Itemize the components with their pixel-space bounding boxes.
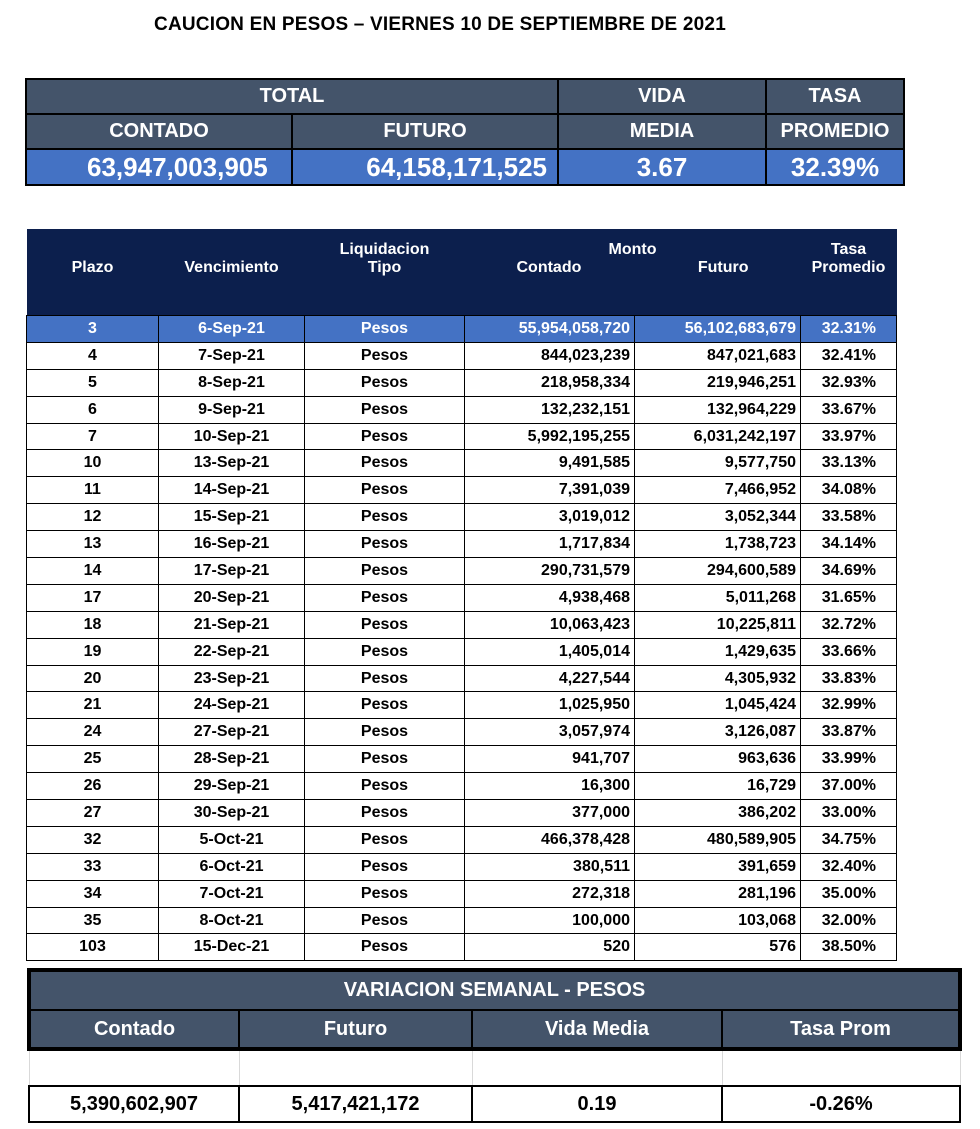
tasa-cell: 33.66% [801,638,897,665]
header-liquidacion: Liquidacion [305,229,465,259]
tipo-cell: Pesos [305,638,465,665]
plazo-cell: 19 [27,638,159,665]
vencimiento-cell: 6-Oct-21 [159,853,305,880]
plazo-cell: 6 [27,396,159,423]
contado-cell: 16,300 [465,773,635,800]
futuro-cell: 294,600,589 [635,558,801,585]
plazo-cell: 17 [27,584,159,611]
futuro-cell: 1,429,635 [635,638,801,665]
detail-table [26,229,897,961]
header-vencimiento: Vencimiento [159,259,305,287]
tasa-cell: 33.83% [801,665,897,692]
futuro-cell: 386,202 [635,800,801,827]
tasa-cell: 32.93% [801,369,897,396]
plazo-cell: 35 [27,907,159,934]
vencimiento-cell: 16-Sep-21 [159,531,305,558]
contado-cell: 9,491,585 [465,450,635,477]
header-tasa: Tasa [801,229,897,259]
vencimiento-cell: 9-Sep-21 [159,396,305,423]
plazo-cell: 25 [27,746,159,773]
table-row [27,369,897,396]
table-row [27,396,897,423]
tipo-cell: Pesos [305,342,465,369]
table-row [27,342,897,369]
plazo-cell: 26 [27,773,159,800]
tasa-cell: 33.58% [801,504,897,531]
tasa-cell: 34.14% [801,531,897,558]
tasa-cell: 33.13% [801,450,897,477]
table-row [27,692,897,719]
summary-futuro-value: 64,158,171,525 [292,149,558,185]
vencimiento-cell: 8-Sep-21 [159,369,305,396]
futuro-cell: 963,636 [635,746,801,773]
contado-cell: 3,057,974 [465,719,635,746]
header-monto: Monto [465,229,801,259]
futuro-cell: 576 [635,934,801,961]
plazo-cell: 13 [27,531,159,558]
futuro-cell: 6,031,242,197 [635,423,801,450]
vencimiento-cell: 10-Sep-21 [159,423,305,450]
summary-vida-header-1: VIDA [558,79,766,114]
futuro-cell: 3,052,344 [635,504,801,531]
plazo-cell: 18 [27,611,159,638]
plazo-cell: 12 [27,504,159,531]
plazo-cell: 7 [27,423,159,450]
futuro-cell: 132,964,229 [635,396,801,423]
summary-tasa-value: 32.39% [766,149,904,185]
tipo-cell: Pesos [305,558,465,585]
contado-cell: 4,938,468 [465,584,635,611]
vencimiento-cell: 7-Oct-21 [159,880,305,907]
vencimiento-cell: 28-Sep-21 [159,746,305,773]
tipo-cell: Pesos [305,423,465,450]
vencimiento-cell: 27-Sep-21 [159,719,305,746]
vencimiento-cell: 30-Sep-21 [159,800,305,827]
table-row [27,719,897,746]
tasa-cell: 37.00% [801,773,897,800]
header-plazo: Plazo [27,259,159,287]
contado-cell: 7,391,039 [465,477,635,504]
plazo-cell: 3 [27,316,159,343]
tipo-cell: Pesos [305,907,465,934]
tasa-cell: 38.50% [801,934,897,961]
tipo-cell: Pesos [305,450,465,477]
futuro-cell: 16,729 [635,773,801,800]
contado-cell: 3,019,012 [465,504,635,531]
vencimiento-cell: 6-Sep-21 [159,316,305,343]
header-tipo: Tipo [305,259,465,287]
plazo-cell: 20 [27,665,159,692]
table-row [27,450,897,477]
tipo-cell: Pesos [305,880,465,907]
weekly-header-vida-media: Vida Media [472,1010,722,1049]
table-row [27,907,897,934]
tipo-cell: Pesos [305,773,465,800]
tipo-cell: Pesos [305,477,465,504]
tasa-cell: 33.67% [801,396,897,423]
tipo-cell: Pesos [305,719,465,746]
table-row [27,584,897,611]
table-row [27,638,897,665]
weekly-value-contado: 5,390,602,907 [29,1086,239,1122]
contado-cell: 132,232,151 [465,396,635,423]
table-row [27,773,897,800]
tasa-cell: 33.99% [801,746,897,773]
summary-futuro-header: FUTURO [292,114,558,149]
contado-cell: 218,958,334 [465,369,635,396]
table-row [27,746,897,773]
tipo-cell: Pesos [305,665,465,692]
table-row [27,934,897,961]
tipo-cell: Pesos [305,531,465,558]
futuro-cell: 219,946,251 [635,369,801,396]
contado-cell: 100,000 [465,907,635,934]
contado-cell: 290,731,579 [465,558,635,585]
tasa-cell: 31.65% [801,584,897,611]
tasa-cell: 33.87% [801,719,897,746]
table-row [27,800,897,827]
table-row [27,665,897,692]
futuro-cell: 1,738,723 [635,531,801,558]
tasa-cell: 32.99% [801,692,897,719]
table-row [27,853,897,880]
summary-contado-header: CONTADO [26,114,292,149]
futuro-cell: 1,045,424 [635,692,801,719]
futuro-cell: 4,305,932 [635,665,801,692]
vencimiento-cell: 24-Sep-21 [159,692,305,719]
tipo-cell: Pesos [305,800,465,827]
table-row [27,477,897,504]
weekly-value-futuro: 5,417,421,172 [239,1086,472,1122]
contado-cell: 1,025,950 [465,692,635,719]
vencimiento-cell: 15-Sep-21 [159,504,305,531]
tasa-cell: 32.72% [801,611,897,638]
contado-cell: 1,717,834 [465,531,635,558]
tipo-cell: Pesos [305,853,465,880]
futuro-cell: 56,102,683,679 [635,316,801,343]
vencimiento-cell: 29-Sep-21 [159,773,305,800]
tipo-cell: Pesos [305,934,465,961]
tasa-cell: 34.75% [801,826,897,853]
weekly-header-tasa-prom: Tasa Prom [722,1010,960,1049]
summary-vida-value: 3.67 [558,149,766,185]
contado-cell: 380,511 [465,853,635,880]
summary-tasa-header-2: PROMEDIO [766,114,904,149]
table-row [27,504,897,531]
table-row [27,826,897,853]
weekly-value-vida-media: 0.19 [472,1086,722,1122]
contado-cell: 520 [465,934,635,961]
futuro-cell: 5,011,268 [635,584,801,611]
futuro-cell: 391,659 [635,853,801,880]
futuro-cell: 3,126,087 [635,719,801,746]
summary-contado-value: 63,947,003,905 [26,149,292,185]
futuro-cell: 480,589,905 [635,826,801,853]
weekly-title: VARIACION SEMANAL - PESOS [29,970,960,1010]
vencimiento-cell: 22-Sep-21 [159,638,305,665]
futuro-cell: 281,196 [635,880,801,907]
summary-total-header: TOTAL [26,79,558,114]
header-contado: Contado [465,259,635,287]
summary-vida-header-2: MEDIA [558,114,766,149]
tipo-cell: Pesos [305,826,465,853]
contado-cell: 55,954,058,720 [465,316,635,343]
contado-cell: 10,063,423 [465,611,635,638]
tasa-cell: 33.00% [801,800,897,827]
page-title: CAUCION EN PESOS – VIERNES 10 DE SEPTIEMBRE DE 2021 [154,14,726,35]
table-row [27,558,897,585]
tipo-cell: Pesos [305,504,465,531]
plazo-cell: 34 [27,880,159,907]
table-row [27,611,897,638]
tasa-cell: 34.69% [801,558,897,585]
tasa-cell: 32.40% [801,853,897,880]
tipo-cell: Pesos [305,746,465,773]
vencimiento-cell: 14-Sep-21 [159,477,305,504]
weekly-value-tasa-prom: -0.26% [722,1086,960,1122]
futuro-cell: 7,466,952 [635,477,801,504]
tasa-cell: 34.08% [801,477,897,504]
contado-cell: 4,227,544 [465,665,635,692]
vencimiento-cell: 15-Dec-21 [159,934,305,961]
vencimiento-cell: 20-Sep-21 [159,584,305,611]
contado-cell: 377,000 [465,800,635,827]
tipo-cell: Pesos [305,584,465,611]
plazo-cell: 32 [27,826,159,853]
plazo-cell: 24 [27,719,159,746]
tipo-cell: Pesos [305,396,465,423]
contado-cell: 941,707 [465,746,635,773]
plazo-cell: 33 [27,853,159,880]
tasa-cell: 32.31% [801,316,897,343]
table-row [27,423,897,450]
header-futuro: Futuro [635,259,801,287]
vencimiento-cell: 13-Sep-21 [159,450,305,477]
weekly-header-contado: Contado [29,1010,239,1049]
plazo-cell: 10 [27,450,159,477]
table-row [27,316,897,343]
vencimiento-cell: 21-Sep-21 [159,611,305,638]
futuro-cell: 847,021,683 [635,342,801,369]
tasa-cell: 33.97% [801,423,897,450]
weekly-header-futuro: Futuro [239,1010,472,1049]
table-row [27,880,897,907]
tasa-cell: 35.00% [801,880,897,907]
futuro-cell: 10,225,811 [635,611,801,638]
summary-table [25,78,905,186]
vencimiento-cell: 17-Sep-21 [159,558,305,585]
futuro-cell: 103,068 [635,907,801,934]
plazo-cell: 14 [27,558,159,585]
vencimiento-cell: 7-Sep-21 [159,342,305,369]
contado-cell: 5,992,195,255 [465,423,635,450]
vencimiento-cell: 5-Oct-21 [159,826,305,853]
tipo-cell: Pesos [305,369,465,396]
summary-tasa-header-1: TASA [766,79,904,114]
contado-cell: 1,405,014 [465,638,635,665]
vencimiento-cell: 23-Sep-21 [159,665,305,692]
tasa-cell: 32.00% [801,907,897,934]
plazo-cell: 4 [27,342,159,369]
plazo-cell: 11 [27,477,159,504]
futuro-cell: 9,577,750 [635,450,801,477]
contado-cell: 844,023,239 [465,342,635,369]
plazo-cell: 21 [27,692,159,719]
contado-cell: 466,378,428 [465,826,635,853]
table-row [27,531,897,558]
vencimiento-cell: 8-Oct-21 [159,907,305,934]
plazo-cell: 27 [27,800,159,827]
tipo-cell: Pesos [305,611,465,638]
plazo-cell: 5 [27,369,159,396]
tasa-cell: 32.41% [801,342,897,369]
header-promedio: Promedio [801,259,897,287]
contado-cell: 272,318 [465,880,635,907]
weekly-variation-table [27,968,962,1123]
tipo-cell: Pesos [305,316,465,343]
plazo-cell: 103 [27,934,159,961]
tipo-cell: Pesos [305,692,465,719]
